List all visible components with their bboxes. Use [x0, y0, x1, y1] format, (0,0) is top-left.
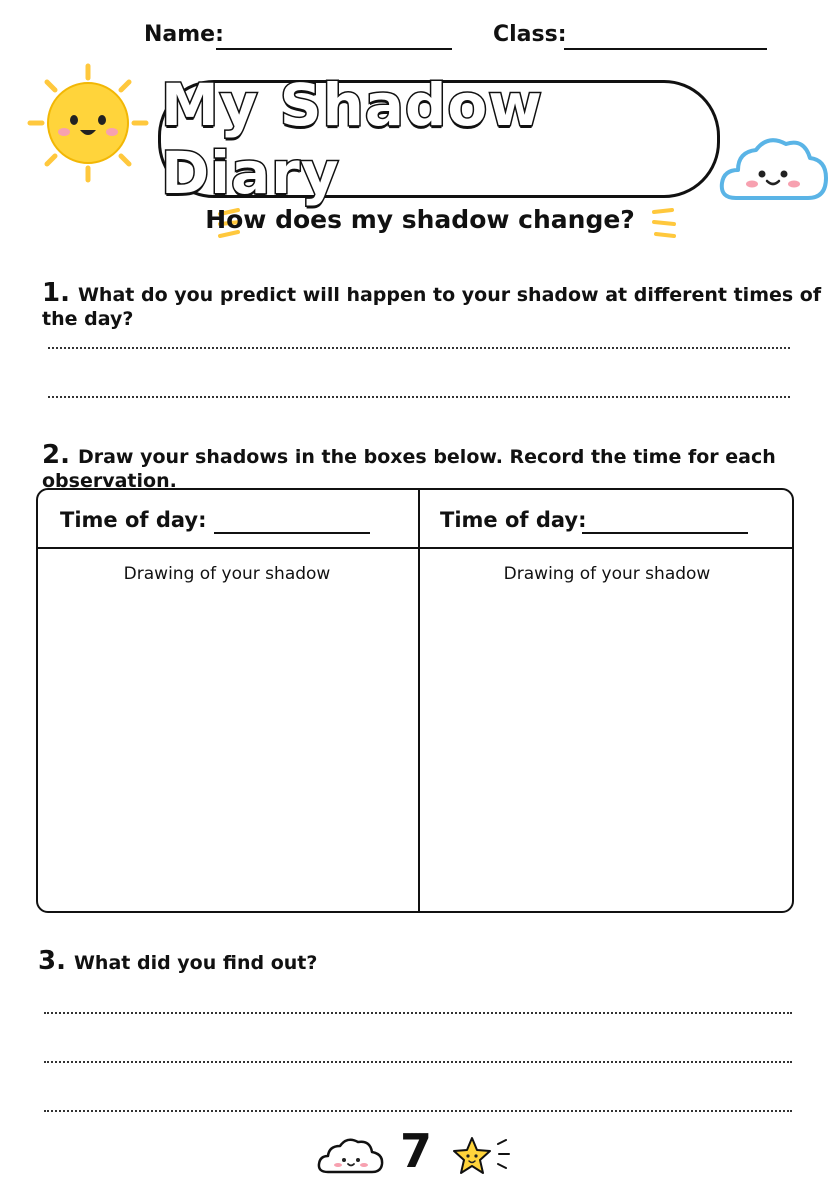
answer-line[interactable]	[44, 1012, 792, 1014]
question-1	[42, 278, 840, 330]
class-label: Class:	[493, 22, 567, 47]
page-title: My Shadow Diary	[161, 71, 543, 207]
question-number: 3.	[38, 946, 66, 976]
answer-line[interactable]	[44, 1061, 792, 1063]
subtitle: How does my shadow change?	[205, 205, 635, 234]
title-banner	[158, 71, 720, 207]
star-icon	[452, 1134, 514, 1178]
page-number: 7	[400, 1124, 433, 1178]
drawing-label: Drawing of your shadow	[123, 564, 331, 584]
drawing-table	[36, 488, 794, 913]
drawing-area[interactable]	[38, 549, 416, 911]
drawing-label: Drawing of your shadow	[503, 564, 711, 584]
time-of-day-label: Time of day:	[60, 508, 207, 532]
question-text: What do you predict will happen to your shadow at different times of the day?	[42, 284, 822, 330]
name-field[interactable]	[216, 48, 452, 50]
answer-line[interactable]	[48, 347, 790, 349]
question-text: Draw your shadows in the boxes below. Record the time for each observation.	[42, 446, 776, 492]
name-label: Name:	[144, 22, 224, 47]
sun-icon	[18, 58, 158, 188]
time-of-day-label: Time of day:	[440, 508, 587, 532]
sparkle-icon	[650, 208, 680, 238]
drawing-area[interactable]	[420, 549, 792, 911]
cloud-icon	[716, 128, 832, 210]
cloud-icon	[316, 1134, 386, 1178]
class-field[interactable]	[564, 48, 767, 50]
question-text: What did you find out?	[73, 952, 318, 974]
question-number: 2.	[42, 440, 70, 470]
answer-line[interactable]	[44, 1110, 792, 1112]
question-3	[38, 946, 317, 976]
question-number: 1.	[42, 278, 70, 308]
time-of-day-field[interactable]	[582, 532, 748, 534]
question-2	[42, 440, 840, 492]
time-of-day-field[interactable]	[214, 532, 370, 534]
answer-line[interactable]	[48, 396, 790, 398]
